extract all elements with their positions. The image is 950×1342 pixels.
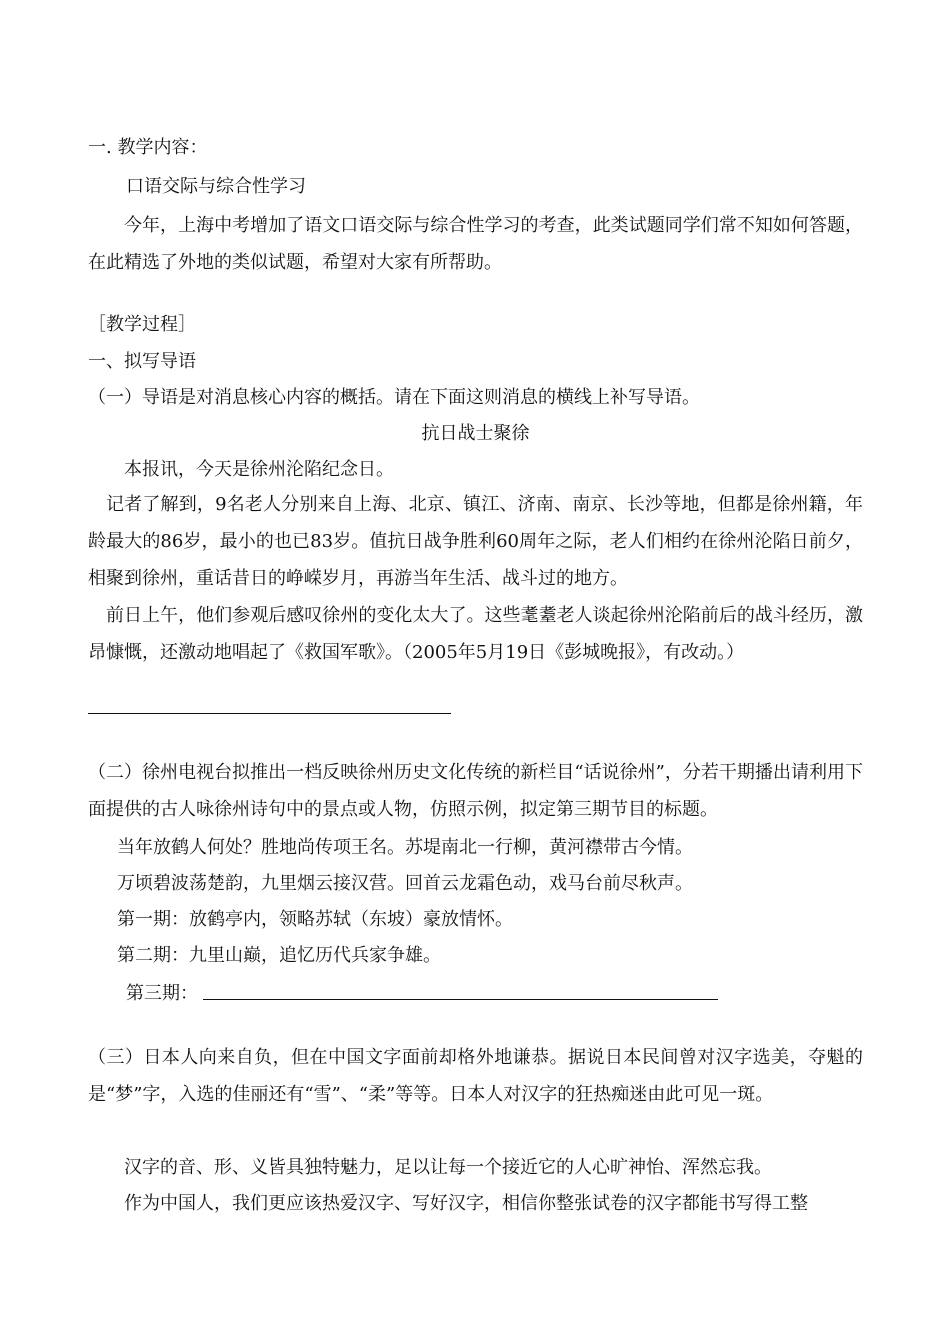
news-paragraph-1: 记者了解到，9名老人分别来自上海、北京、镇江、济南、南京、长沙等地，但都是徐州籍，年龄最大的86岁，最小的也已83岁。值抗日战争胜利60周年之际，老人们相约在徐州沦陷日前夕，相聚到徐州，重话昔日的峥嵘岁月，再游当年生活、战斗过的地方。	[88, 494, 863, 589]
q1-prompt: （一）导语是对消息核心内容的概括。请在下面这则消息的横线上补写导语。	[88, 387, 700, 408]
news-title: 抗日战士聚徐	[421, 423, 530, 444]
q3-paragraph-1: 汉字的音、形、义皆具独特魅力，足以让每一个接近它的人心旷神怡、浑然忘我。	[124, 1157, 772, 1178]
q3-paragraph-2: 作为中国人，我们更应该热爱汉字、写好汉字，相信你整张试卷的汉字都能书写得工整	[124, 1193, 808, 1214]
process-label: ［教学过程］	[88, 314, 196, 335]
news-paragraph-2: 前日上午，他们参观后感叹徐州的变化太大了。这些耄耋老人谈起徐州沦陷前后的战斗经历，激昂慷慨，还激动地唱起了《救国军歌》。（2005年5月19日《彭城晚报》，有改动。）	[88, 605, 863, 663]
topic-line: 口语交际与综合性学习	[126, 176, 306, 197]
section-heading: 一. 教学内容：	[88, 137, 208, 158]
episode-2: 第二期：九里山巅，追忆历代兵家争雄。	[117, 945, 441, 966]
poem-line-2: 万顷碧波荡楚韵，九里烟云接汉营。回首云龙霜色动，戏马台前尽秋声。	[117, 873, 693, 894]
answer-line-q1	[88, 713, 451, 714]
intro-paragraph: 今年，上海中考增加了语文口语交际与综合性学习的考查，此类试题同学们常不知如何答题，在此精选了外地的类似试题，希望对大家有所帮助。	[88, 215, 863, 273]
q2-prompt: （二）徐州电视台拟推出一档反映徐州历史文化传统的新栏目“话说徐州”，分若干期播出请利用下面提供的古人咏徐州诗句中的景点或人物，仿照示例，拟定第三期节目的标题。	[88, 762, 863, 820]
answer-line-q2	[203, 999, 718, 1000]
news-lead: 本报讯，今天是徐州沦陷纪念日。	[124, 459, 394, 480]
q3-prompt: （三）日本人向来自负，但在中国文字面前却格外地谦恭。据说日本民间曾对汉字选美，夺魁的是“梦”字，入选的佳丽还有“雪”、“柔”等等。日本人对汉字的狂热痴迷由此可见一斑。	[88, 1047, 863, 1105]
episode-3-label: 第三期：	[126, 983, 198, 1004]
poem-line-1: 当年放鹤人何处？胜地尚传项王名。苏堤南北一行柳，黄河襟带古今情。	[117, 837, 693, 858]
part1-title: 一、拟写导语	[88, 351, 196, 372]
episode-1: 第一期：放鹤亭内，领略苏轼（东坡）豪放情怀。	[117, 909, 513, 930]
